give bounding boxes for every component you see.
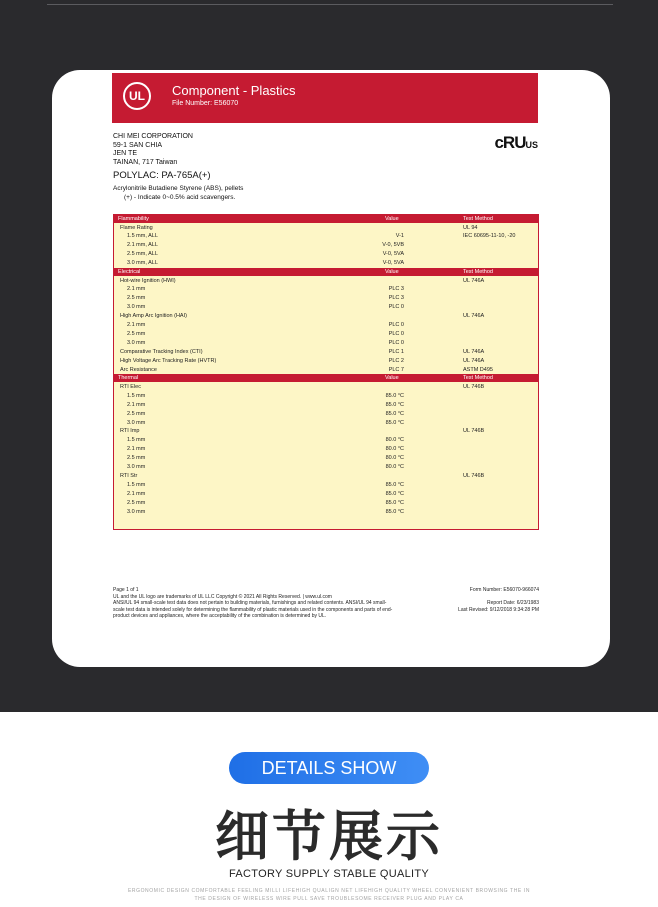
row-test-method: UL 94 xyxy=(463,224,478,231)
row-test-method: ASTM D495 xyxy=(463,366,493,373)
row-value: V-1 xyxy=(395,233,404,240)
material-line: Acrylonitrile Butadiene Styrene (ABS), pellets xyxy=(113,185,244,192)
row-label: 1.5 mm, ALL xyxy=(127,233,158,240)
row-value: 85.0 °C xyxy=(385,401,404,408)
certificate-card xyxy=(52,70,610,667)
row-label: 2.1 mm xyxy=(127,322,146,328)
table-row xyxy=(114,392,538,401)
last-revised: Last Revised: 9/12/2018 9:34:28 PM xyxy=(458,606,539,613)
row-label: High Voltage Arc Tracking Rate (HVTR) xyxy=(120,357,217,364)
header-cell: Electrical xyxy=(118,269,141,275)
row-label: 2.1 mm xyxy=(127,401,146,408)
row-test-method: UL 746B xyxy=(463,472,485,479)
row-value: V-0, 5VA xyxy=(382,260,404,267)
row-label: 3.0 mm xyxy=(127,419,146,426)
header-cell: Value xyxy=(385,216,399,222)
details-show-pill: DETAILS SHOW xyxy=(229,752,429,784)
row-value: 85.0 °C xyxy=(385,392,404,399)
row-label: 2.5 mm xyxy=(127,499,146,506)
row-label: 2.1 mm xyxy=(127,286,146,293)
properties-table xyxy=(113,214,539,530)
table-row xyxy=(114,366,538,375)
table-row xyxy=(114,472,538,481)
address-line: 59-1 SAN CHIA xyxy=(113,141,163,149)
material-description xyxy=(113,184,243,202)
top-divider xyxy=(47,4,613,5)
ul-logo: UL xyxy=(123,82,151,110)
cru-mark-text: cRU xyxy=(494,133,526,152)
row-label: 2.5 mm, ALL xyxy=(127,251,158,258)
footer-right xyxy=(458,587,539,613)
row-value: 80.0 °C xyxy=(385,437,404,444)
report-date: Report Date: 6/23/1983 xyxy=(487,600,539,606)
row-value: PLC 3 xyxy=(388,286,404,293)
row-value: 85.0 °C xyxy=(385,481,404,488)
us-mark-text: US xyxy=(525,140,538,150)
row-value: PLC 3 xyxy=(388,295,404,302)
row-label: 2.1 mm xyxy=(127,490,146,497)
table-row xyxy=(114,250,538,259)
row-test-method: UL 746A xyxy=(463,348,485,355)
footer-line: Page 1 of 1 xyxy=(113,587,139,593)
row-value: 80.0 °C xyxy=(385,446,404,453)
footer-line: UL and the UL logo are trademarks of UL LLC Copyright © 2021 All Rights Reserved. | www.ul.com xyxy=(113,593,332,600)
cru-us-mark xyxy=(494,133,538,153)
row-label: Arc Resistance xyxy=(120,366,157,373)
file-number: File Number: E56070 xyxy=(172,100,239,107)
footer-line: scale test data is intended solely for determining the flammability of plastic materials used in the components and parts of end- xyxy=(113,606,393,613)
row-label: Hot-wire Ignition (HWI) xyxy=(120,277,176,284)
row-label: Flame Rating xyxy=(120,224,153,231)
row-test-method: UL 746A xyxy=(463,277,485,284)
row-label: 3.0 mm, ALL xyxy=(127,260,158,267)
row-label: 3.0 mm xyxy=(127,339,146,346)
row-label: 2.5 mm xyxy=(127,295,146,302)
table-row xyxy=(114,508,538,517)
table-row xyxy=(114,445,538,454)
row-value: PLC 2 xyxy=(388,357,404,364)
header-cell: Value xyxy=(385,375,399,382)
table-section-header xyxy=(114,374,538,382)
row-label: 1.5 mm xyxy=(127,481,146,488)
table-row xyxy=(114,321,538,330)
row-test-method: UL 746A xyxy=(463,313,485,320)
certificate-banner xyxy=(112,73,538,123)
header-cell: Test Method xyxy=(463,216,493,222)
row-label: 2.1 mm, ALL xyxy=(127,242,158,249)
row-value: PLC 0 xyxy=(388,330,404,337)
row-value: V-0, 5VB xyxy=(382,242,404,249)
table-row xyxy=(114,224,538,233)
form-number: Form Number: E56070-966074 xyxy=(469,587,539,593)
row-value: PLC 0 xyxy=(388,339,404,346)
material-note: (+) - Indicate 0~0.5% acid scavengers. xyxy=(124,194,236,201)
table-row xyxy=(114,490,538,499)
table-row xyxy=(114,303,538,312)
company-address xyxy=(113,133,193,168)
row-value: PLC 7 xyxy=(388,366,404,373)
row-label: RTI Str xyxy=(120,472,138,479)
row-label: 2.5 mm xyxy=(127,455,146,462)
row-label: 1.5 mm xyxy=(127,437,146,444)
table-row xyxy=(114,232,538,241)
header-cell: Test Method xyxy=(463,269,493,275)
table-row xyxy=(114,383,538,392)
row-value: 85.0 °C xyxy=(385,419,404,426)
row-label: 3.0 mm xyxy=(127,464,146,470)
row-label: 2.5 mm xyxy=(127,410,146,417)
row-value: PLC 1 xyxy=(388,348,404,355)
address-line: TAINAN, 717 Taiwan xyxy=(113,159,178,167)
section-subtitle: FACTORY SUPPLY STABLE QUALITY xyxy=(228,868,430,880)
row-test-method: UL 746B xyxy=(463,428,485,435)
row-value: 80.0 °C xyxy=(385,464,404,470)
row-label: 1.5 mm xyxy=(127,392,146,399)
row-test-method: IEC 60695-11-10, -20 xyxy=(463,233,516,240)
row-label: RTI Elec xyxy=(120,383,141,390)
row-value: PLC 0 xyxy=(388,322,404,328)
table-row xyxy=(114,241,538,250)
row-label: 2.1 mm xyxy=(127,446,146,453)
footer-left xyxy=(113,587,392,620)
banner-title: Component - Plastics xyxy=(172,83,296,98)
row-label: Comparative Tracking Index (CTI) xyxy=(120,348,203,355)
table-row xyxy=(114,285,538,294)
row-value: 85.0 °C xyxy=(385,499,404,506)
row-value: 85.0 °C xyxy=(385,410,404,417)
row-test-method: UL 746A xyxy=(463,357,485,364)
row-label: RTI Imp xyxy=(120,428,140,435)
address-line: CHI MEI CORPORATION xyxy=(113,133,193,140)
row-value: 85.0 °C xyxy=(385,490,404,497)
table-row xyxy=(114,277,538,286)
table-row xyxy=(114,499,538,508)
row-value: 80.0 °C xyxy=(385,455,404,462)
row-value: PLC 0 xyxy=(388,304,404,311)
table-row xyxy=(114,357,538,366)
fine-print-line: ERGONOMIC DESIGN COMFORTABLE FEELING MILLI LIFEHIGH QUALIGN NET LIFEHIGH QUALITY WHEEL CONVENIENT BROWSING THE IN xyxy=(127,888,531,894)
section-title-cn: 细节展示 xyxy=(215,807,443,867)
table-row xyxy=(114,294,538,303)
footer-line: product devices and appliances, where the acceptability of the combination is determined by UL. xyxy=(113,613,327,619)
table-section-header xyxy=(114,268,538,276)
table-row xyxy=(114,454,538,463)
row-label: 3.0 mm xyxy=(127,508,146,515)
table-row xyxy=(114,410,538,419)
table-row xyxy=(114,427,538,436)
table-row xyxy=(114,401,538,410)
row-label: 2.5 mm xyxy=(127,330,146,337)
row-test-method: UL 746B xyxy=(463,383,485,390)
header-cell: Value xyxy=(385,269,399,275)
table-row xyxy=(114,312,538,321)
footer-line: ANSI/UL 94 small-scale test data does not pertain to building materials, furnishings and related contents. ANSI/UL 94 small- xyxy=(113,600,387,606)
table-row xyxy=(114,339,538,348)
table-row xyxy=(114,436,538,445)
table-section-header xyxy=(114,215,538,223)
row-value: V-0, 5VA xyxy=(382,251,404,258)
header-cell: Thermal xyxy=(118,375,139,382)
table-row xyxy=(114,463,538,472)
header-cell: Test Method xyxy=(463,375,493,382)
table-row xyxy=(114,330,538,339)
table-row xyxy=(114,419,538,428)
table-row xyxy=(114,348,538,357)
product-name: POLYLAC: PA-765A(+) xyxy=(113,170,211,181)
header-cell: Flammability xyxy=(118,216,149,222)
table-row xyxy=(114,259,538,268)
row-value: 85.0 °C xyxy=(385,508,404,515)
ul-certificate xyxy=(112,73,539,619)
row-label: High Amp Arc Ignition (HAI) xyxy=(120,313,187,320)
fine-print-line: THE DESIGN OF WIRELESS WIRE PULL SAVE TROUBLESOME RECEIVER PLUG AND PLAY CA xyxy=(194,896,464,902)
row-label: 3.0 mm xyxy=(127,304,146,311)
address-line: JEN TE xyxy=(113,150,137,158)
table-row xyxy=(114,481,538,490)
